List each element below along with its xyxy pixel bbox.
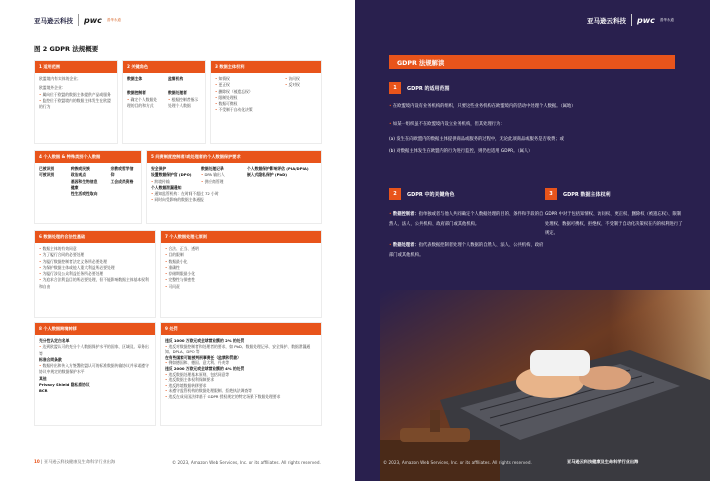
list-item: • 违反跨境数据转移要求 xyxy=(165,383,317,389)
penalty-box-title: 9 处罚 xyxy=(161,323,321,335)
term-label: 数据处理者： xyxy=(392,243,419,248)
section-heading-scope xyxy=(389,82,450,94)
text-line: Privacy Shield 隐私盾协议 xyxy=(39,382,90,388)
list-item: • 根据控制者指示处理个人数据 xyxy=(168,97,201,110)
left-copyright: © 2023, Amazon Web Services, Inc. or its affiliates. All rights reserved. xyxy=(172,460,321,465)
list-item: • 违反数据处理基本原则，包括同意等 xyxy=(165,372,317,378)
section-number: 2 xyxy=(389,188,401,200)
text-line: 数据处理记录 xyxy=(201,166,224,171)
list-item: • 准确性 xyxy=(165,265,317,271)
paragraph xyxy=(389,241,544,260)
list-item: • 数据主体的有效同意 xyxy=(39,246,151,252)
page-number: 10 xyxy=(34,459,40,464)
paragraph: (a) 发生在向欧盟内的数据主体提供商品或服务的过程中，无论此项商品或服务是否收费；或 xyxy=(389,137,564,142)
list-item: • 通知监管机构：在时间不超过 72 小时 xyxy=(151,191,317,197)
text-line: 性生活或性取向 xyxy=(70,191,98,197)
photo-illustration xyxy=(380,290,710,481)
rights-box xyxy=(210,60,322,144)
list-item: • 数据可携权 xyxy=(215,101,277,107)
section-title: GDPR 法规解读 xyxy=(389,55,675,69)
scope-box xyxy=(34,60,118,144)
left-footer: 10 | 亚马逊云科技健康及生命科学行业出海 xyxy=(34,459,116,464)
lawful-basis-box xyxy=(34,230,156,318)
list-item: • 更正权 xyxy=(215,82,277,88)
list-item: • 确定个人数据处理的目的和方式 xyxy=(127,97,160,110)
list-item: • 为履行涉及公众利益任务所必要处理 xyxy=(39,271,151,277)
aws-logo: 亚马逊云科技 xyxy=(34,16,73,25)
rights-box-title: 3 数据主体权利 xyxy=(211,61,321,73)
text-line: 宗教或哲学信仰 xyxy=(110,166,134,178)
list-item: • 违反在成员国法律基于 GDPR 授权规定的特定场景下数据处理要求 xyxy=(165,394,317,400)
footer-title: 亚马逊云科技健康及生命科学行业出海 xyxy=(43,459,116,464)
right-copyright: © 2023, Amazon Web Services, Inc. or its affiliates. All rights reserved. xyxy=(383,460,532,465)
subheading: 违反 1000 万欧元或全球营业额的 2% 的处罚 xyxy=(165,338,245,343)
text-line: 个人数据保护影响评估 (PIA/DPIA) xyxy=(247,166,309,171)
logo-divider xyxy=(78,14,79,26)
list-item: • 为追求合法利益目的所必要处理，但不能影响数据主体基本权利和自由 xyxy=(39,277,151,290)
term-definition: 指代表数据控制者处理个人数据的自然人、法人、公共机构、政府部门或其他机构。 xyxy=(389,243,544,258)
section-heading-roles xyxy=(389,188,455,200)
aws-logo: 亚马逊云科技 xyxy=(587,16,626,25)
lawful-basis-box-title: 6 数据处理的合法性基础 xyxy=(35,231,155,243)
text-line: 嵌入式隐私保护 (PbD) xyxy=(247,172,288,178)
section-number: 1 xyxy=(389,82,401,94)
laptop-gavel-photo xyxy=(380,290,710,481)
section-heading-text: GDPR 中的关键角色 xyxy=(407,191,455,198)
list-item: • 目的限制 xyxy=(165,252,317,258)
list-item: • 为了履行合同的必要处理 xyxy=(39,252,151,258)
list-item: • 为保护数据主体或他人重大利益所必要处理 xyxy=(39,265,151,271)
text-line: 政治观点 xyxy=(70,172,87,178)
list-item: • 合法、正当、透明 xyxy=(165,246,317,252)
paragraph xyxy=(389,210,544,229)
role-label: 数据处理者 xyxy=(168,90,187,96)
text-line: 欧盟境内有实体的企业； xyxy=(39,76,81,81)
pwc-logo: pwc xyxy=(637,15,655,25)
list-item: • 例如德国和、德国、意大利、丹麦等 xyxy=(165,360,317,366)
subheading: 违反 2000 万欧元或全球营业额的 4% 的处罚 xyxy=(165,365,245,371)
right-footer-title: 亚马逊云科技健康及生命科学行业出海 xyxy=(567,459,639,464)
term-definition: 指单独或者与他人共同确定个人数据处理的目的、条件和手段的自然人、法人、公共机构、政府部门或其他机构。 xyxy=(389,212,544,227)
personal-data-box xyxy=(34,150,142,224)
rights-text: GDPR 中对于包括知情权、访问权、更正权、删除权（被遗忘权）、限制处理权、数据可携权、拒绝权、不受制于自动化决策权在内的权利进行了规定。 xyxy=(545,212,683,236)
text-line: 安全保护 xyxy=(151,166,167,171)
list-item: • 反对权 xyxy=(285,82,300,88)
section-number: 3 xyxy=(545,188,557,200)
list-item: • 删除权（被遗忘权） xyxy=(215,89,277,95)
text-line: BCR xyxy=(39,388,48,394)
list-item: • 达到欧盟认可的充分个人数据保护水平的国家、区域及、章务出等 xyxy=(39,344,151,357)
list-item: • 数据传出和传入方签署欧盟认可的标准数据传输协议并承诺遵守协议中规定的数据保护水平 xyxy=(39,363,151,376)
list-item: • 限制处理权 xyxy=(215,95,277,101)
breach-title: 个人数据泄漏通知 xyxy=(151,184,182,190)
accountability-box-title: 5 问责制度控制者/或处理者的个人数据保护要求 xyxy=(147,151,321,163)
paragraph: (b) 对数据主体发生在欧盟内的行为进行监控，则仍也适用 GDPR。（属人） xyxy=(389,148,533,154)
roles-text xyxy=(389,210,544,260)
principles-box xyxy=(160,230,322,318)
list-item: • 违反数据主体权利保障要求 xyxy=(165,377,317,383)
section-heading-text: GDPR 数据主体权利 xyxy=(563,191,611,198)
subheading: 在有些国家可能被判刑事责任（监禁和罚款） xyxy=(165,354,241,360)
scope-text xyxy=(389,102,679,156)
list-item: • 可问责 xyxy=(165,284,317,290)
list-item: • 跨境传输 xyxy=(151,179,195,185)
accountability-box xyxy=(146,150,322,224)
section-heading-text: GDPR 的适用范围 xyxy=(407,85,450,92)
text-line: 已被识别 xyxy=(39,166,55,171)
pwc-tagline: 普华永道 xyxy=(659,17,674,22)
subheading: 其他 xyxy=(39,375,47,381)
text-line: 基因和生物信息 xyxy=(70,178,98,184)
role-label: 数据控制者 xyxy=(127,90,146,96)
list-item: • 属向位于欧盟的数据主体提供产品或服务 xyxy=(39,92,113,98)
text-line: 欧盟境外企业： xyxy=(39,85,66,91)
scope-box-title: 1 适用范围 xyxy=(35,61,117,73)
figure-title: 图 2 GDPR 法规概要 xyxy=(34,45,99,53)
paragraph: • 如某一组织虽不在欧盟境内设立业务机构，但其处理行为： xyxy=(389,120,679,130)
pwc-logo: pwc xyxy=(84,15,102,25)
paragraph: • 在欧盟境内设有业务机构的组织，只要这些业务机构在欧盟境内的活动中处理个人数据。（属地） xyxy=(389,102,679,112)
roles-box-title: 2 关键角色 xyxy=(123,61,205,73)
list-item: • 供应商管理 xyxy=(201,179,241,185)
principles-box-title: 7 个人数据处理七原则 xyxy=(161,231,321,243)
penalty-box xyxy=(160,322,322,426)
list-item: • 访问权 xyxy=(285,76,300,82)
list-item: • 监控位于欧盟境内的数据主体发生在欧盟的行为 xyxy=(39,98,113,111)
transfer-box xyxy=(34,322,156,426)
role-label: 监督机构 xyxy=(168,76,184,81)
logo-divider xyxy=(631,14,632,26)
text-line: 工会成员资格 xyxy=(110,178,134,184)
term-label: 数据控制者： xyxy=(392,212,419,217)
text-line: 种族或民族 xyxy=(70,166,90,171)
text-line: 设置数据保护官 (DPO) xyxy=(151,172,192,178)
list-item: • 为履行数据控制者法定义务所必要处理 xyxy=(39,259,151,265)
list-item: • 完整性与保密性 xyxy=(165,277,317,283)
list-item: • 未遵守监管机构的数据处理限制、拒绝执法调查等 xyxy=(165,388,317,394)
list-item: • 违反对数据控制者和处理者的要求，如 PbD、数据处理记录、安全保护、数据泄漏通知、DPLA、DPO 等 xyxy=(165,344,317,355)
pwc-tagline: 普华永道 xyxy=(106,17,121,22)
list-item: • 数据最小化 xyxy=(165,259,317,265)
brand-logos xyxy=(587,14,674,26)
list-item: • 不受制于自动化决策 xyxy=(215,107,277,113)
subheading: 标准合同条款 xyxy=(39,356,62,362)
list-item: • DPA 输出人 xyxy=(201,172,241,178)
list-item: • 同时向受影响的数据主体通报 xyxy=(151,197,317,203)
subheading: 充分性认定白名单 xyxy=(39,338,70,343)
text-line: 可被识别 xyxy=(39,172,55,178)
brand-logos xyxy=(34,14,121,26)
personal-data-box-title: 4 个人数据 & 特殊类别个人数据 xyxy=(35,151,141,163)
role-label: 数据主体 xyxy=(127,76,143,81)
roles-box xyxy=(122,60,206,144)
list-item: • 存储期限最小化 xyxy=(165,271,317,277)
section-heading-rights xyxy=(545,188,611,200)
transfer-box-title: 8 个人数据跨境转移 xyxy=(35,323,155,335)
text-line: 健康 xyxy=(70,184,79,190)
list-item: • 知情权 xyxy=(215,76,277,82)
